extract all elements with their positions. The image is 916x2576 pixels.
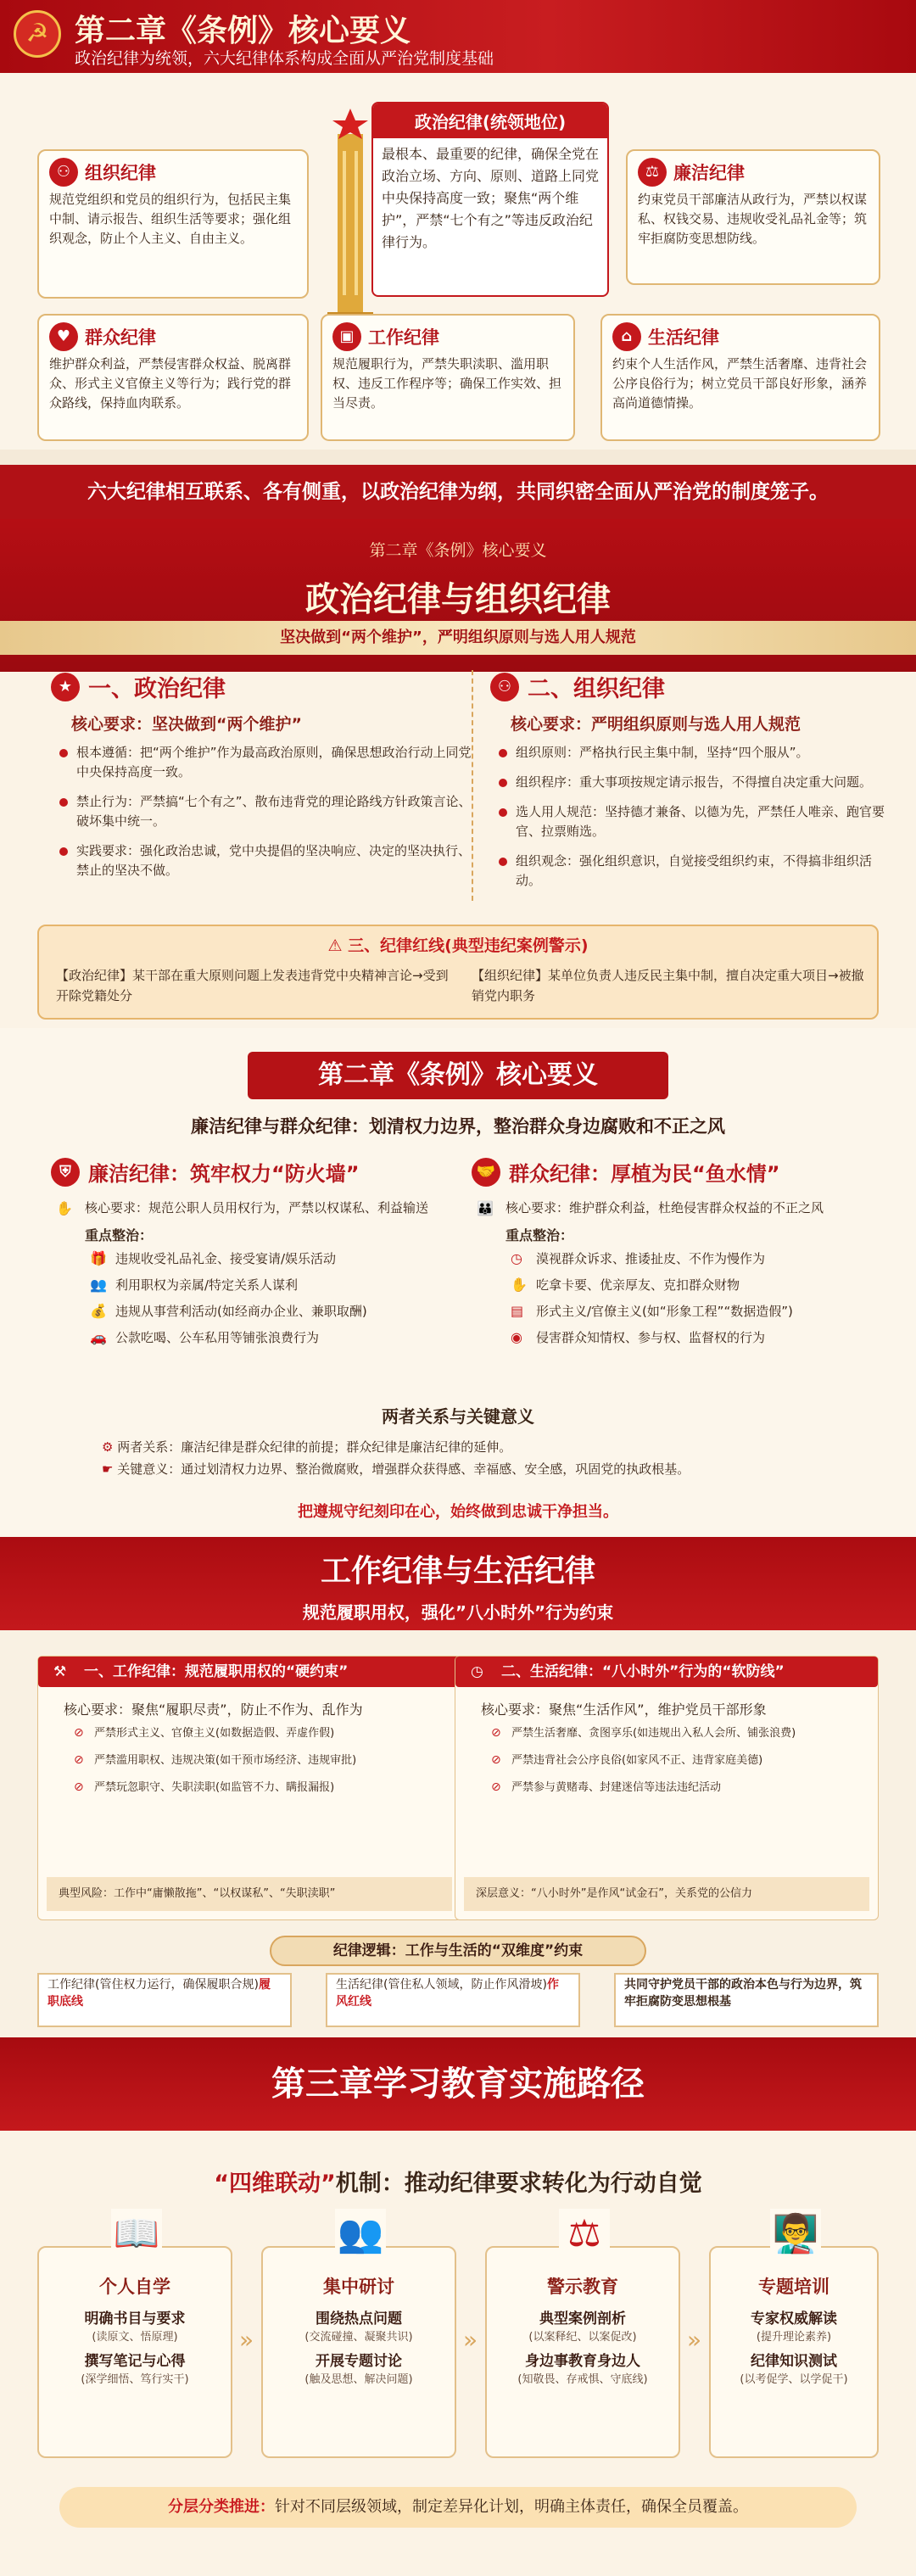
life-risk-note: 深层意义：“八小时外”是作风“试金石”，关系党的公信力 xyxy=(464,1877,869,1911)
list-item xyxy=(472,1328,896,1347)
overview-header xyxy=(0,0,916,73)
mass-core xyxy=(472,1199,896,1218)
gavel-icon: ⚒ xyxy=(53,1663,67,1680)
logic-box-result: 共同守护党员干部的政治本色与行为边界，筑牢拒腐防变思想根基 xyxy=(614,1973,879,2027)
work-panel-title: 一、工作纪律：规范履职用权的“硬约束” xyxy=(84,1663,349,1680)
mechanism-heading xyxy=(0,2165,916,2198)
list-item: ⊘ 严禁违背社会公序良俗(如家风不正、违背家庭美德) xyxy=(455,1752,878,1769)
org-column-title: 二、组织纪律 xyxy=(528,676,665,702)
tiered-label: 分层分类推进： xyxy=(168,2498,275,2516)
list-item: 组织程序：重大事项按规定请示报告，不得擅自决定重大问题。 xyxy=(490,773,896,792)
org-chart-icon: ⚇ xyxy=(49,158,78,187)
integrity-core xyxy=(51,1199,475,1218)
list-item xyxy=(472,1302,896,1321)
list-item: 组织观念：强化组织意识，自觉接受组织约束，不得搞非组织活动。 xyxy=(490,852,896,891)
card-main-1: 专家权威解读 xyxy=(751,2311,837,2327)
card-sub-1: (提升理论素养) xyxy=(756,2331,832,2344)
mass-core-text: 核心要求：维护群众利益，杜绝侵害群众权益的不正之风 xyxy=(505,1200,824,1215)
list-item-text: 形式主义/官僚主义(如“形象工程”“数据造假”) xyxy=(536,1304,793,1319)
integrity-core-text: 核心要求：规范公职人员用权行为，严禁以权谋私、利益输送 xyxy=(85,1200,429,1215)
section4-title: 工作纪律与生活纪律 xyxy=(320,1554,595,1589)
list-item xyxy=(472,1276,896,1294)
org-discipline-text: 规范党组织和党员的组织行为，包括民主集中制、请示报告、组织生活等要求；强化组织观念，防止个人主义、自由主义。 xyxy=(49,192,292,246)
life-panel-title: 二、生活纪律：“八小时外”行为的“软防线” xyxy=(501,1663,785,1680)
section5-title: 第三章学习教育实施路径 xyxy=(0,2037,916,2131)
work-discipline-card xyxy=(321,314,575,441)
political-discipline-column xyxy=(51,670,475,891)
users-icon: 👥 xyxy=(90,1277,107,1293)
house-icon: ⌂ xyxy=(612,322,641,351)
lecturer-icon: 👨‍🏫 xyxy=(770,2209,821,2260)
heart-hands-icon: ♥ xyxy=(49,322,78,351)
section2-title: 政治纪律与组织纪律 xyxy=(305,580,611,619)
list-item: ⊘ 严禁滥用职权、违规决策(如干预市场经济、违规审批) xyxy=(38,1752,461,1769)
mass-discipline-text: 维护群众利益，严禁侵害群众权益、脱离群众、形式主义官僚主义等行为；践行党的群众路线，保持血肉联系。 xyxy=(49,356,292,411)
list-item xyxy=(51,1276,475,1294)
list-item: 禁止行为：严禁搞“七个有之”、散布违背党的理论路线方针政策言论、破坏集中统一。 xyxy=(51,792,475,831)
integrity-key-label: 重点整治： xyxy=(85,1227,154,1243)
integrity-column xyxy=(51,1157,475,1355)
life-discipline-text: 约束个人生活作风，严禁生活奢靡、违背社会公序良俗行为；树立党员干部良好形象，涵养高尚道德情操。 xyxy=(612,356,868,411)
tiered-advance-note xyxy=(59,2487,857,2528)
list-item xyxy=(51,1302,475,1321)
life-discipline-card xyxy=(600,314,880,441)
list-item-text: 漠视群众诉求、推诿扯皮、不作为慢作为 xyxy=(536,1251,766,1266)
logic-box-life xyxy=(326,1973,580,2027)
section4-header xyxy=(0,1537,916,1630)
meeting-icon: 👥 xyxy=(335,2209,386,2260)
warning-icon: ⚠ xyxy=(327,936,349,955)
section3-tag: 第二章《条例》核心要义 xyxy=(248,1052,668,1099)
work-core: 核心要求：聚焦“履职尽责”，防止不作为、乱作为 xyxy=(64,1702,363,1718)
tiered-text: 针对不同层级领域，制定差异化计划，明确主体责任，确保全员覆盖。 xyxy=(275,2498,748,2516)
section3-footer: 把遵规守纪刻印在心，始终做到忠诚干净担当。 xyxy=(298,1503,618,1521)
handshake-icon: 🤝 xyxy=(472,1158,500,1187)
card-main-2: 开展专题讨论 xyxy=(316,2353,402,2370)
overview-subtitle: 政治纪律为统领，六大纪律体系构成全面从严治党制度基础 xyxy=(75,49,494,68)
card-main-2: 撰写笔记与心得 xyxy=(84,2353,186,2370)
self-study-card xyxy=(37,2212,232,2458)
document-icon: ▤ xyxy=(511,1303,524,1319)
political-column-title: 一、政治纪律 xyxy=(88,676,226,702)
people-icon: 👪 xyxy=(477,1200,494,1216)
overview-title: 第二章《条例》核心要义 xyxy=(75,14,411,48)
political-case: 【政治纪律】某干部在重大原则问题上发表违背党中央精神言论→受到开除党籍处分 xyxy=(56,968,449,1003)
mechanism-name: “四维联动” xyxy=(214,2171,336,2197)
shield-icon: ⛨ xyxy=(51,1158,80,1187)
chevron-right-icon: » xyxy=(463,2326,478,2354)
list-item xyxy=(51,1249,475,1268)
logic-box-work xyxy=(37,1973,292,2027)
list-item: ⊘ 严禁参与黄赌毒、封建迷信等违法违纪活动 xyxy=(455,1780,878,1796)
work-discipline-text: 规范履职行为，严禁失职渎职、滥用职权、违反工作程序等；确保工作实效、担当尽责。 xyxy=(332,356,562,411)
integrity-discipline-text: 约束党员干部廉洁从政行为，严禁以权谋私、权钱交易、违规收受礼品礼金等；筑牢拒腐防变思想防线。 xyxy=(638,192,868,246)
gears-icon: ⚙ xyxy=(102,1439,118,1455)
org-discipline-title: 组织纪律 xyxy=(85,163,156,183)
integrity-discipline-card xyxy=(626,149,880,285)
card-title: 专题培训 xyxy=(758,2277,829,2297)
card-title: 集中研讨 xyxy=(323,2277,394,2297)
life-core: 核心要求：聚焦“生活作风”，维护党员干部形象 xyxy=(481,1702,767,1718)
list-item-text: 违规从事营利活动(如经商办企业、兼职取酬) xyxy=(115,1304,367,1319)
card-title: 警示教育 xyxy=(547,2277,618,2297)
group-discussion-card xyxy=(261,2212,456,2458)
life-discipline-title: 生活纪律 xyxy=(648,327,719,348)
relationship-text-value: 两者关系：廉洁纪律是群众纪律的前提；群众纪律是廉洁纪律的延伸。 xyxy=(117,1439,512,1455)
list-item: 组织原则：严格执行民主集中制，坚持“四个服从”。 xyxy=(490,743,896,763)
political-discipline-title: 政治纪律(统领地位) xyxy=(373,103,607,138)
card-sub-2: (知敬畏、存戒惧、守底线) xyxy=(517,2373,648,2386)
list-item: 根本遵循：把“两个维护”作为最高政治原则，确保思想政治行动上同党中央保持高度一致。 xyxy=(51,743,475,782)
discipline-logic-tag: 纪律逻辑：工作与生活的“双维度”约束 xyxy=(270,1936,646,1966)
card-sub-2: (以考促学、以学促干) xyxy=(740,2373,848,2386)
integrity-column-title: 廉洁纪律：筑牢权力“防火墙” xyxy=(88,1162,360,1186)
relationship-block xyxy=(0,1403,916,1480)
clock-icon: ◷ xyxy=(511,1250,522,1266)
card-main-2: 身边事教育身边人 xyxy=(525,2353,640,2370)
list-item-text: 违规收受礼品礼金、接受宴请/娱乐活动 xyxy=(115,1251,337,1266)
significance-text-value: 关键意义：通过划清权力边界、整治微腐败，增强群众获得感、幸福感、安全感，巩固党的执政根基。 xyxy=(117,1461,690,1477)
mass-key-label: 重点整治： xyxy=(505,1227,574,1243)
card-sub-1: (读原文、悟原理) xyxy=(92,2331,178,2344)
org-discipline-column xyxy=(472,670,896,901)
integrity-mass-section xyxy=(0,1028,916,1537)
political-discipline-card xyxy=(371,102,609,297)
money-bag-icon: 💰 xyxy=(90,1303,107,1319)
warning-education-card xyxy=(485,2212,680,2458)
special-training-card xyxy=(709,2212,879,2458)
learning-path-section xyxy=(0,2037,916,2576)
six-disciplines-banner: 六大纪律相互联系、各有侧重，以政治纪律为纲，共同织密全面从严治党的制度笼子。 xyxy=(0,465,916,519)
work-discipline-panel xyxy=(37,1656,461,1920)
list-item: ⊘ 严禁玩忽职守、失职渎职(如监管不力、瞒报漏报) xyxy=(38,1780,461,1796)
pointer-icon: ☛ xyxy=(102,1461,118,1477)
section3-subtitle: 廉洁纪律与群众纪律：划清权力边界，整治群众身边腐败和不正之风 xyxy=(191,1116,725,1137)
relationship-title: 两者关系与关键意义 xyxy=(382,1406,534,1427)
gift-icon: 🎁 xyxy=(90,1250,107,1266)
work-panel-header xyxy=(38,1657,461,1687)
mass-column-title: 群众纪律：厚植为民“鱼水情” xyxy=(509,1162,780,1186)
briefcase-icon: ▣ xyxy=(332,322,361,351)
card-title: 个人自学 xyxy=(99,2277,170,2297)
list-item-text: 利用职权为亲属/特定关系人谋利 xyxy=(115,1277,299,1293)
list-item: ⊘ 严禁生活奢靡、贪图享乐(如违规出入私人会所、铺张浪费) xyxy=(455,1725,878,1742)
book-icon: 📖 xyxy=(111,2209,162,2260)
work-risk-note: 典型风险：工作中“庸懒散拖”、“以权谋私”、“失职渎职” xyxy=(47,1877,452,1911)
political-org-section xyxy=(0,519,916,1028)
card-sub-2: (深学细悟、笃行实干) xyxy=(81,2373,189,2386)
mass-discipline-card xyxy=(37,314,309,441)
integrity-discipline-title: 廉洁纪律 xyxy=(673,163,745,183)
redline-title: 三、纪律红线(典型违纪案例警示) xyxy=(348,936,589,955)
list-item-text: 公款吃喝、公车私用等铺张浪费行为 xyxy=(115,1330,320,1345)
significance-text xyxy=(0,1458,916,1480)
mass-column xyxy=(472,1157,896,1355)
logic-box-life-highlight: 作风红线 xyxy=(336,1978,559,2009)
section4-subtitle: 规范履职用权，强化”八小时外”行为约束 xyxy=(302,1602,614,1623)
chevron-right-icon: » xyxy=(687,2326,702,2354)
card-main-2: 纪律知识测试 xyxy=(751,2353,837,2370)
section2-kicker: 第二章《条例》核心要义 xyxy=(369,541,547,560)
gavel-icon: ⚖ xyxy=(559,2209,610,2260)
clock-icon: ◷ xyxy=(471,1663,483,1680)
card-main-1: 典型案例剖析 xyxy=(539,2311,626,2327)
logic-box-work-highlight: 履职底线 xyxy=(47,1978,271,2009)
section2-subtitle-bar: 坚决做到“两个维护”，严明组织原则与选人用人规范 xyxy=(0,621,916,655)
list-item: 实践要求：强化政治忠诚，党中央提倡的坚决响应、决定的坚决执行、禁止的坚决不做。 xyxy=(51,841,475,880)
hand-icon: ✋ xyxy=(511,1277,528,1293)
org-discipline-card xyxy=(37,149,309,299)
life-panel-header xyxy=(455,1657,878,1687)
scales-icon: ⚖ xyxy=(638,158,667,187)
shield-star-icon: ★ xyxy=(51,673,80,701)
political-discipline-text: 最根本、最重要的纪律，确保全党在政治立场、方向、原则、道路上同党中央保持高度一致；聚焦“两个维护”，严禁“七个有之”等违反政治纪律行为。 xyxy=(382,146,600,250)
logic-box-work-text: 工作纪律(管住权力运行，确保履职合规) xyxy=(47,1978,259,1992)
org-chart-icon: ⚇ xyxy=(490,673,519,701)
org-case: 【组织纪律】某单位负责人违反民主集中制，擅自决定重大项目→被撤销党内职务 xyxy=(472,968,864,1003)
card-sub-1: (以案释纪、以案促改) xyxy=(528,2331,637,2344)
chapter-overview-section xyxy=(0,0,916,450)
work-life-section xyxy=(0,1537,916,2037)
list-item-text: 侵害群众知情权、参与权、监督权的行为 xyxy=(536,1330,766,1345)
list-item xyxy=(472,1249,896,1268)
discipline-redline-box xyxy=(37,925,879,1020)
work-discipline-title: 工作纪律 xyxy=(368,327,439,348)
mechanism-text: 机制：推动纪律要求转化为行动自觉 xyxy=(335,2171,702,2197)
card-sub-2: (触及思想、解决问题) xyxy=(304,2373,413,2386)
list-item: 选人用人规范：坚持德才兼备、以德为先，严禁任人唯亲、跑官要官、拉票贿选。 xyxy=(490,802,896,841)
eye-icon: ◉ xyxy=(511,1329,522,1345)
card-main-1: 围绕热点问题 xyxy=(316,2311,402,2327)
mass-discipline-title: 群众纪律 xyxy=(85,327,156,348)
relationship-text xyxy=(0,1436,916,1458)
handshake-icon: ✋ xyxy=(56,1200,73,1216)
party-emblem-icon: ☭ xyxy=(14,10,61,58)
list-item-text: 吃拿卡要、优亲厚友、克扣群众财物 xyxy=(536,1277,740,1293)
life-discipline-panel xyxy=(455,1656,879,1920)
list-item xyxy=(51,1328,475,1347)
card-main-1: 明确书目与要求 xyxy=(84,2311,186,2327)
list-item: ⊘ 严禁形式主义、官僚主义(如数据造假、弄虚作假) xyxy=(38,1725,461,1742)
card-sub-1: (交流碰撞、凝聚共识) xyxy=(304,2331,413,2344)
org-core-requirement: 核心要求：严明组织原则与选人用人规范 xyxy=(511,715,802,734)
car-icon: 🚗 xyxy=(90,1329,107,1345)
political-core-requirement: 核心要求：坚决做到“两个维护” xyxy=(71,715,302,734)
logic-box-life-text: 生活纪律(管住私人领域，防止作风滑坡) xyxy=(336,1978,547,1992)
chevron-right-icon: » xyxy=(239,2326,254,2354)
